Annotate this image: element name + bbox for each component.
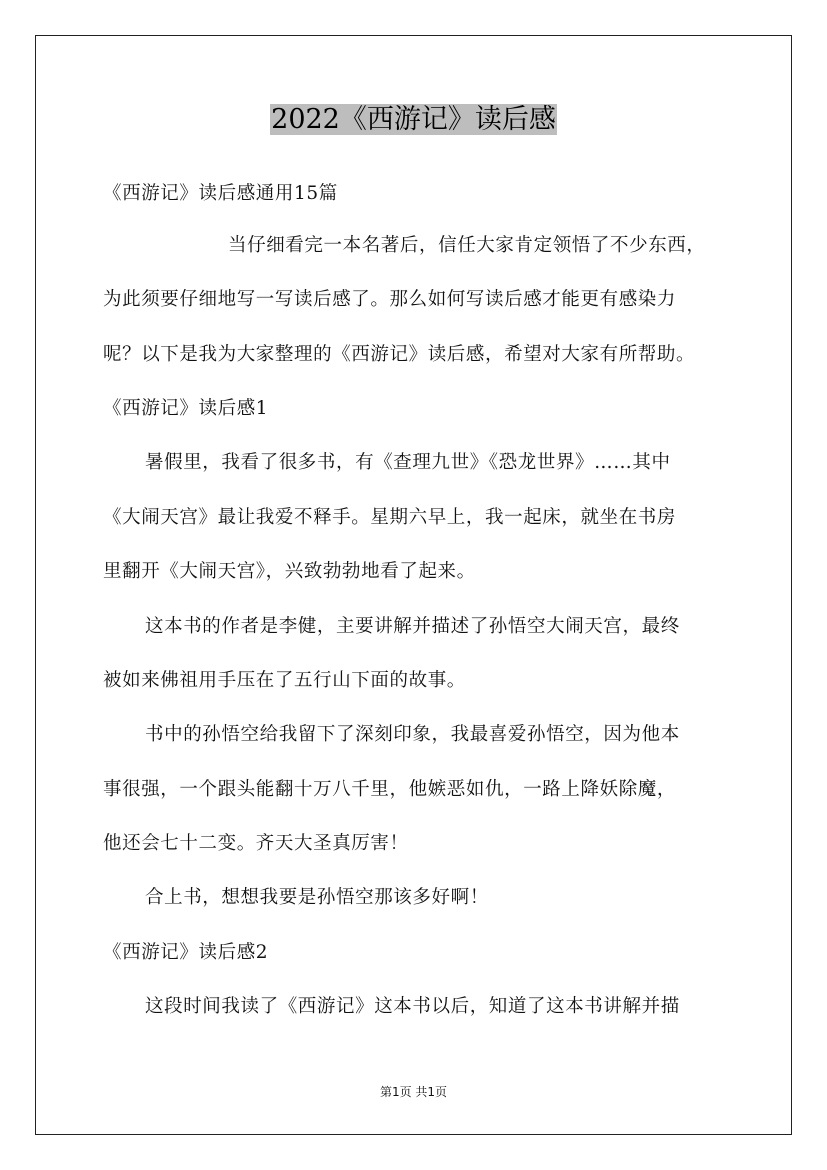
body-line: 他还会七十二变。齐天大圣真厉害！: [103, 833, 409, 854]
document-title-wrap: [0, 98, 827, 142]
subtitle-line: 《西游记》读后感通用15篇: [103, 183, 338, 204]
body-line: 被如来佛祖用手压在了五行山下面的故事。: [103, 670, 466, 691]
body-line: 书中的孙悟空给我留下了深刻印象，我最喜爱孙悟空，因为他本: [145, 724, 680, 745]
body-line: 这本书的作者是李健，主要讲解并描述了孙悟空大闹天宫，最终: [145, 616, 680, 637]
body-line: 当仔细看完一本名著后，信任大家肯定领悟了不少东西，: [228, 235, 706, 256]
body-line: 合上书，想想我要是孙悟空那该多好啊！: [145, 887, 489, 908]
body-line: 这段时间我读了《西游记》这本书以后，知道了这本书讲解并描: [145, 996, 680, 1017]
body-line: 事很强，一个跟头能翻十万八千里，他嫉恶如仇，一路上降妖除魔，: [103, 779, 677, 800]
body-line: 呢？以下是我为大家整理的《西游记》读后感，希望对大家有所帮助。: [103, 344, 696, 365]
section-heading-1: 《西游记》读后感1: [103, 398, 269, 419]
body-line: 《大闹天宫》最让我爱不释手。星期六早上，我一起床，就坐在书房: [103, 507, 677, 528]
body-line: 里翻开《大闹天宫》，兴致勃勃地看了起来。: [103, 561, 476, 582]
body-line: 为此须要仔细地写一写读后感了。那么如何写读后感才能更有感染力: [103, 289, 677, 310]
page-footer: 第1页 共1页: [379, 1085, 448, 1099]
body-line: 暑假里，我看了很多书，有《查理九世》《恐龙世界》……其中: [145, 452, 671, 473]
section-heading-2: 《西游记》读后感2: [103, 942, 269, 963]
document-title: 2022《西游记》读后感: [271, 104, 556, 135]
